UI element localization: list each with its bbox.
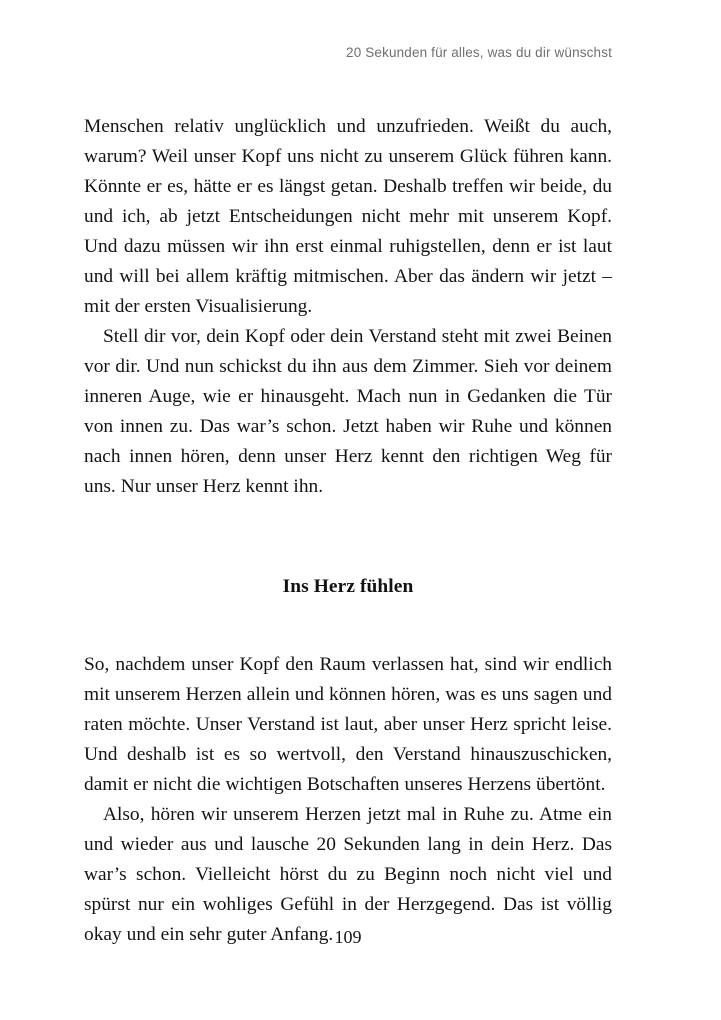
page-number: 109 (334, 927, 362, 947)
body-paragraph: Also, hören wir unserem Herzen jetzt mal in Ruhe zu. Atme ein und wieder aus und lausche 20 Sekunden lang in dein Herz. Das war’s schon. Vielleicht hörst du zu Beginn noch nicht viel und spürst nur ein wohliges Gefühl in der Herzgegend. Das ist völlig okay und ein sehr guter Anfang. (84, 804, 612, 945)
section-heading: Ins Herz fühlen (282, 576, 414, 597)
body-paragraph: Menschen relativ unglücklich und unzufrieden. Weißt du auch, warum? Weil unser Kopf uns nicht zu unserem Glück führen kann. Könnte er es, hätte er es längst getan. Deshalb treffen wir beide, du und ich, ab jetzt Entscheidungen nicht mehr mit unserem Kopf. Und dazu müssen wir ihn erst einmal ruhigstellen, denn er ist laut und will bei allem kräftig mitmischen. Aber das ändern wir jetzt – mit der ersten Visualisierung. (84, 116, 612, 317)
heading-spacer-below (84, 602, 612, 650)
text-column (84, 112, 612, 950)
heading-spacer-above (84, 502, 612, 572)
running-header: 20 Sekunden für alles, was du dir wünschst (346, 45, 612, 60)
body-paragraph: Stell dir vor, dein Kopf oder dein Verstand steht mit zwei Beinen vor dir. Und nun schickst du ihn aus dem Zimmer. Sieh vor deinem inneren Auge, wie er hinausgeht. Mach nun in Gedanken die Tür von innen zu. Das war’s schon. Jetzt haben wir Ruhe und können nach innen hören, denn unser Herz kennt den richtigen Weg für uns. Nur unser Herz kennt ihn. (84, 326, 612, 497)
body-paragraph: So, nachdem unser Kopf den Raum verlassen hat, sind wir endlich mit unserem Herzen allein und können hören, was es uns sagen und raten möchte. Unser Verstand ist laut, aber unser Herz spricht leise. Und deshalb ist es so wertvoll, den Verstand hinauszuschicken, damit er nicht die wichtigen Botschaften unseres Herzens übertönt. (84, 654, 612, 795)
